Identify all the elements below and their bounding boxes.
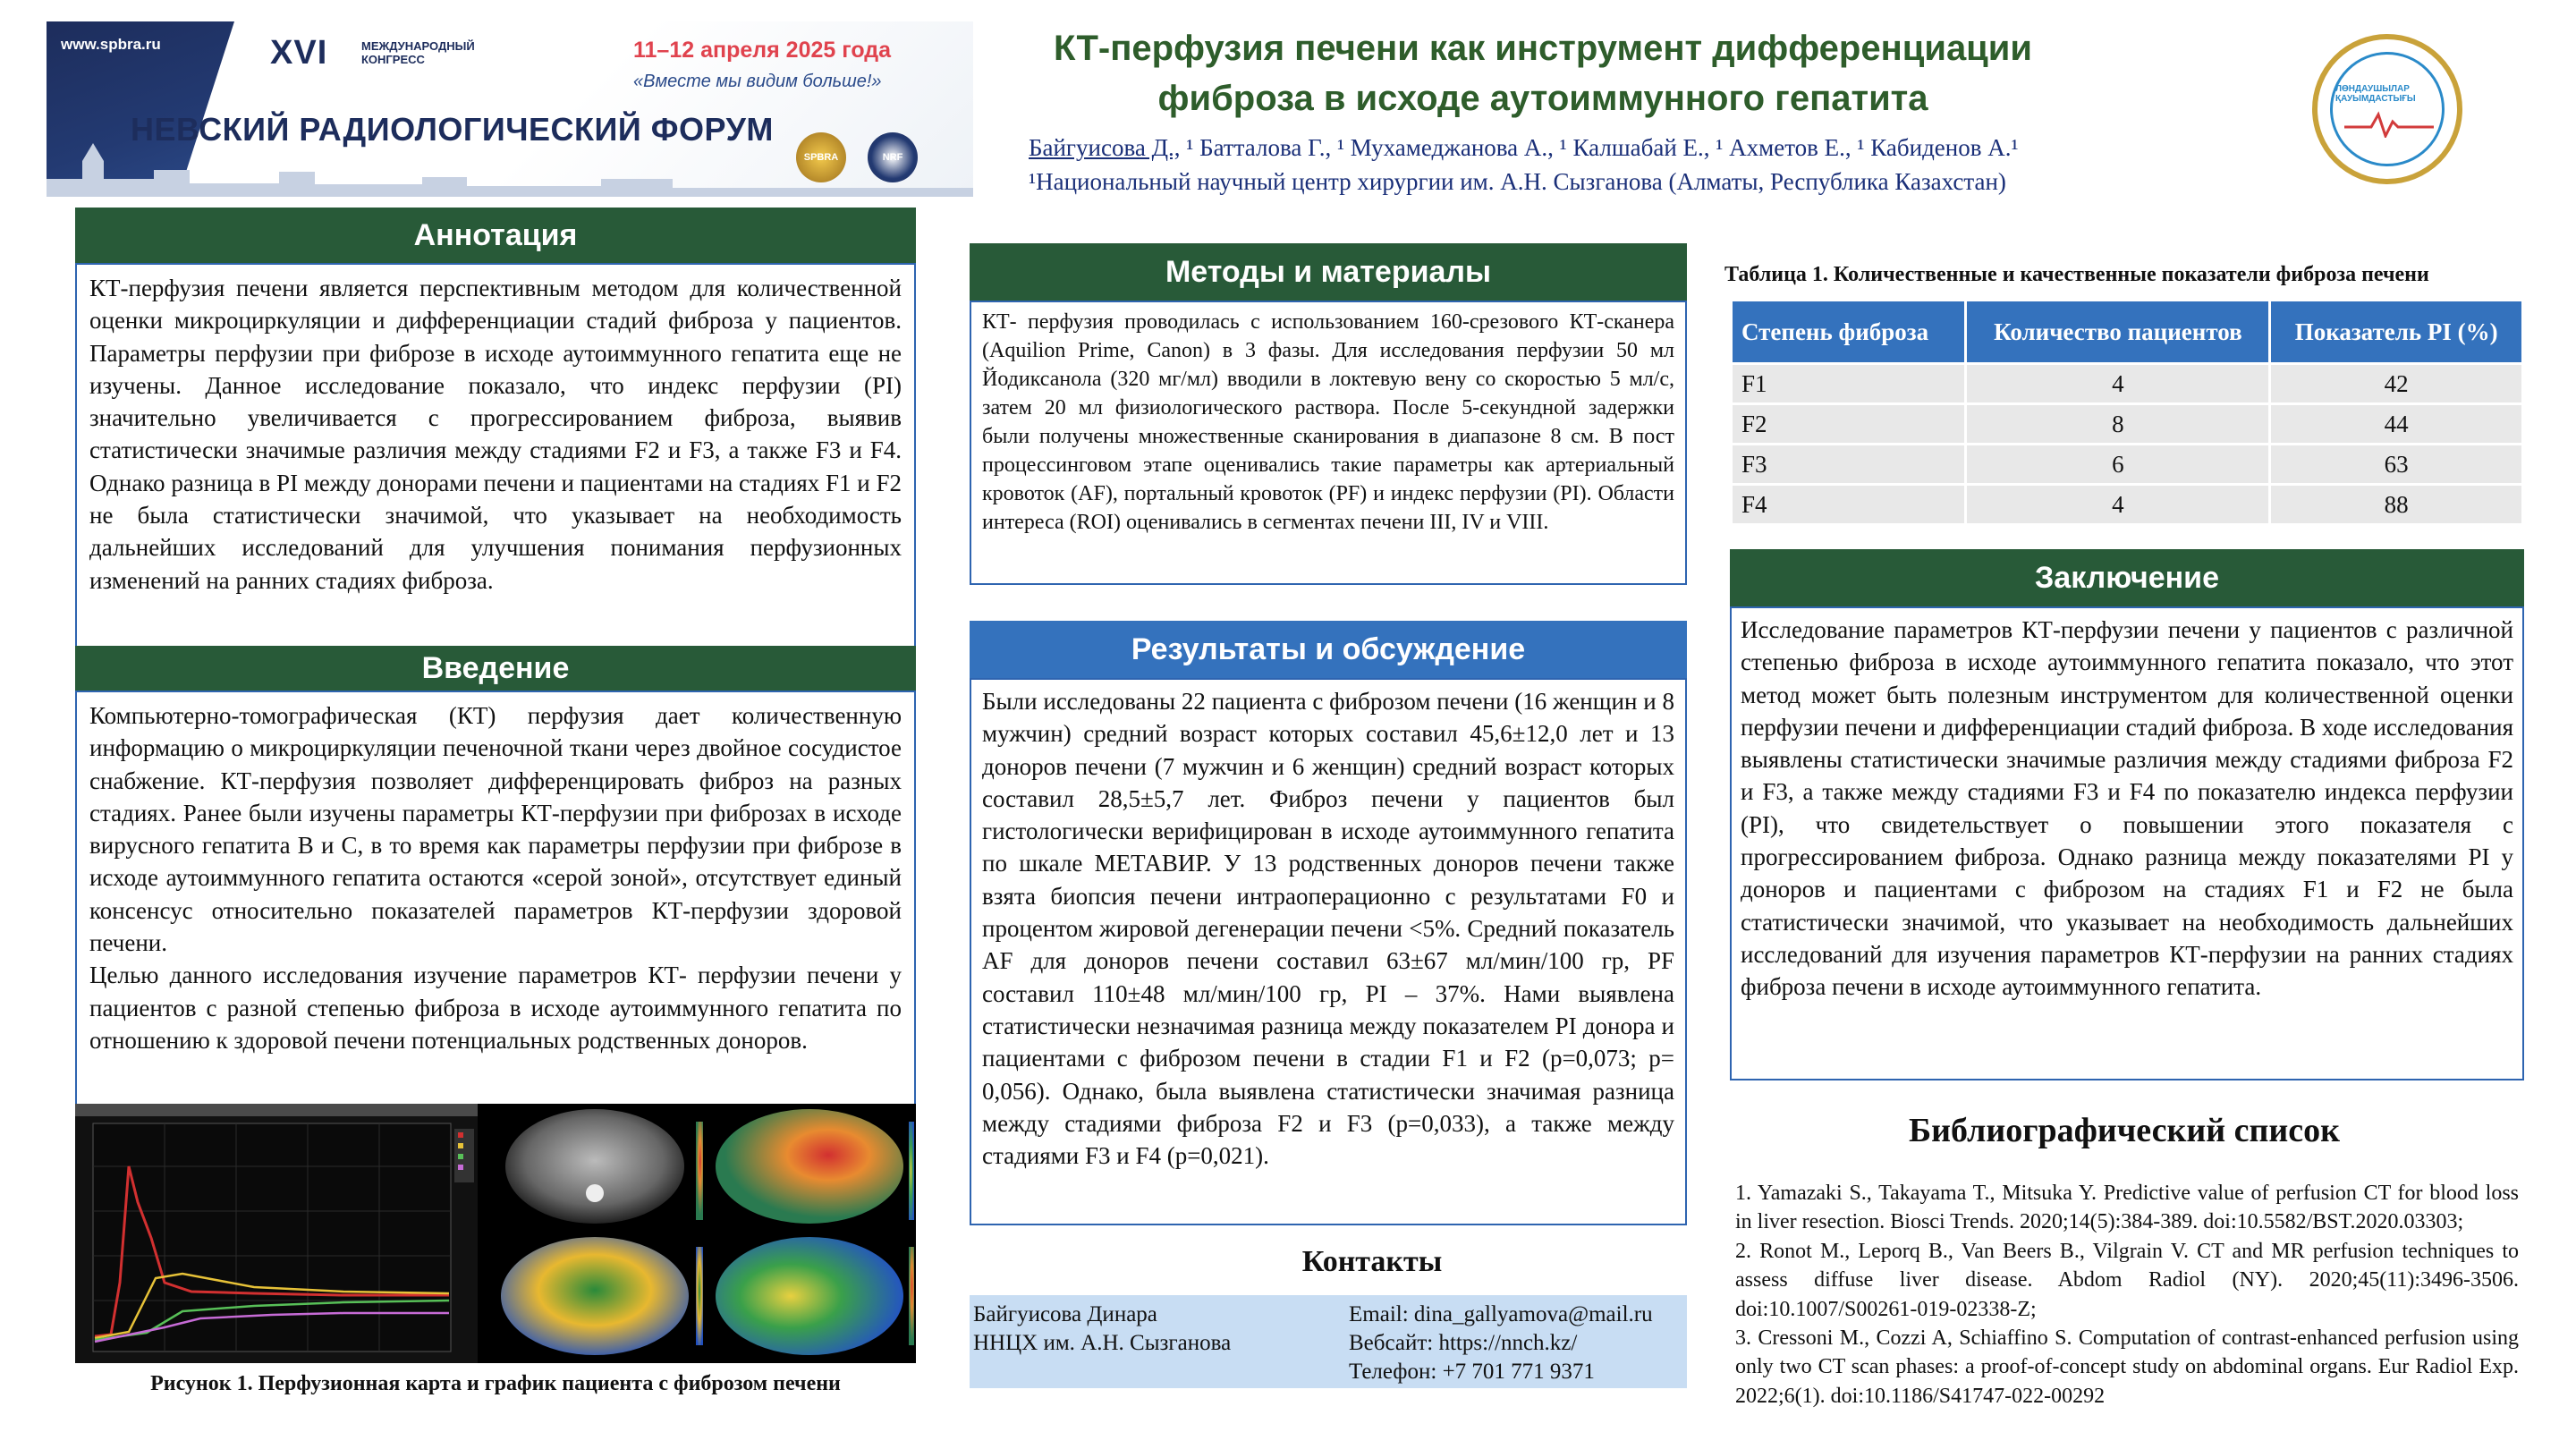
table-header-count: Количество пациентов xyxy=(1967,301,2268,362)
annotation-text: КТ-перфузия печени является перспективным методом для количественной оценки микроциркуляции и дифференциации стадий фиброза у пациентов. Параметры перфузии при фиброзе в исходе аутоиммунного гепатита еще не изучены. Данное исследование показало, что индекс перфузии (PI) значительно увеличивается с прогрессированием фиброза, выявив статистически значимые различия между стадиями F2 и F3, а также F3 и F4. Однако разница в PI между донорами печени и пациентами на стадиях F1 и F2 не была статистически значимой, что указывает на необходимость дальнейших исследований для улучшения понимания перфузионных изменений на ранних стадиях фиброза. xyxy=(89,275,902,594)
forum-medal-icon: SPBRA xyxy=(796,132,846,182)
table-row: F3 6 63 xyxy=(1733,445,2521,483)
methods-heading: Методы и материалы xyxy=(970,243,1687,301)
banner-forum-name: НЕВСКИЙ РАДИОЛОГИЧЕСКИЙ ФОРУМ xyxy=(131,111,774,148)
perfusion-figure xyxy=(75,1104,916,1363)
introduction-heading: Введение xyxy=(75,646,916,691)
contact-name: Байгуисова Динара xyxy=(973,1302,1157,1326)
table-row: F4 4 88 xyxy=(1733,486,2521,523)
reference-item: 2. Ronot M., Leporq B., Van Beers B., Vilgrain V. CT and MR perfusion techniques to assess diffuse liver disease. Abdom Radiol (NY). 2020;45(11):3496-3506. doi:10.1007/S00261-019-02338-Z; xyxy=(1735,1239,2519,1321)
contact-email[interactable]: Email: dina_gallyamova@mail.ru xyxy=(1349,1302,1653,1326)
poster-title: КТ-перфузия печени как инструмент дифференциации фиброза в исходе аутоиммунного гепатита xyxy=(1054,29,2032,118)
banner-dates: 11–12 апреля 2025 года xyxy=(633,38,892,63)
association-logo-icon: ЛӨНДАУШЫЛАР ҚАУЫМДАСТЫҒЫ xyxy=(2312,34,2462,184)
results-heading: Результаты и обсуждение xyxy=(970,621,1687,678)
affiliation: ¹Национальный научный центр хирургии им. А.Н. Сызганова (Алматы, Республика Казахстан) xyxy=(1029,168,2006,195)
contact-phone: Телефон: +7 701 771 9371 xyxy=(1349,1360,1595,1384)
introduction-paragraph-2: Целью данного исследования изучение параметров КТ- перфузии печени у пациентов с разной степенью фиброза в исходе аутоиммунного гепатита по отношению к здоровой печени потенциальных родственных доноров. xyxy=(89,962,902,1054)
time-density-curve-graph xyxy=(75,1104,478,1363)
conclusion-section xyxy=(1730,606,2524,1080)
contact-org: ННЦХ им. А.Н. Сызганова xyxy=(973,1331,1232,1355)
references-list xyxy=(1735,1179,2519,1411)
ct-perfusion-maps xyxy=(492,1104,916,1363)
banner-site: www.spbra.ru xyxy=(61,36,161,53)
other-authors: ¹ Батталова Г., ¹ Мухамеджанова А., ¹ Калшабай Е., ¹ Ахметов Е., ¹ Кабиденов А.¹ xyxy=(1180,134,2019,161)
table-header-pi: Показатель PI (%) xyxy=(2271,301,2521,362)
reference-item: 1. Yamazaki S., Takayama T., Mitsuka Y. Predictive value of perfusion CT for blood loss in liver resection. Biosci Trends. 2020;14(5):384-389. doi:10.5582/BST.2020.03303; xyxy=(1735,1182,2519,1234)
introduction-section xyxy=(75,691,916,1106)
table-row: F2 8 44 xyxy=(1733,405,2521,443)
fibrosis-table xyxy=(1730,299,2524,526)
conclusion-heading: Заключение xyxy=(1730,549,2524,606)
table-header-stage: Степень фиброза xyxy=(1733,301,1964,362)
authors xyxy=(1029,132,2156,163)
figure-caption: Рисунок 1. Перфузионная карта и график пациента с фиброзом печени xyxy=(150,1372,841,1395)
table-title: Таблица 1. Количественные и качественные показатели фиброза печени xyxy=(1724,263,2429,286)
annotation-heading: Аннотация xyxy=(75,208,916,263)
banner-congress-label: МЕЖДУНАРОДНЫЙ КОНГРЕСС xyxy=(361,39,475,66)
table-row: F1 4 42 xyxy=(1733,365,2521,402)
methods-section xyxy=(970,301,1687,585)
contacts-heading: Контакты xyxy=(1301,1245,1443,1278)
congress-banner xyxy=(47,21,973,197)
introduction-paragraph-1: Компьютерно-томографическая (КТ) перфузия дает количественную информацию о микроциркуляции печеночной ткани через двойное сосудистое снабжение. КТ-перфузия позволяет дифференцировать фиброз на разных стадиях. Ранее были изучены параметры КТ-перфузии при фиброзах в исходе вирусного гепатита B и C, в то время как параметры перфузии при фиброзе в исходе аутоиммунного гепатита остаются «серой зоной», отсутствует единый консенсус относительно показателей параметров КТ-перфузии здоровой печени. xyxy=(89,702,902,957)
banner-motto: «Вместе мы видим больше!» xyxy=(633,72,882,91)
results-section xyxy=(970,678,1687,1225)
conclusion-text: Исследование параметров КТ-перфузии печени у пациентов с различной степенью фиброза в исходе аутоиммунного гепатита показало, что этот метод может быть полезным инструментом для количественной оценки перфузии печени и дифференциации стадий фиброза. В ходе исследования выявлены статистически значимые различия между стадиями фиброза F2 и F3, а также между стадиями F3 и F4 по показателю индекса перфузии (PI), что свидетельствует о повышении этого показателя с прогрессированием фиброза. Однако разница между показателями PI у доноров и пациентами с фиброзом на стадиях F1 и F2 не была статистически значимой, что указывает на необходимость дальнейших исследований для изучения параметров КТ-перфузии на ранних стадиях фиброза печени в исходе аутоиммунного гепатита. xyxy=(1741,616,2513,1001)
methods-text: КТ- перфузия проводилась с использованием 160-срезового КТ-сканера (Aquilion Prime, Canon) в 3 фазы. Для исследования перфузии 50 мл Йодиксанола (320 мг/мл) вводили в локтевую вену со скоростью 5 мл/с, затем 20 мл физиологического раствора. После 5-секундной задержки были получены множественные сканирования в диапазоне 8 см. В пост процессинговом этапе оценивались такие параметры как артериальный кровоток (AF), портальный кровоток (PF) и индекс перфузии (PI). Области интереса (ROI) оценивались в сегментах печени III, IV и VIII. xyxy=(982,310,1674,534)
results-text: Были исследованы 22 пациента с фиброзом печени (16 женщин и 8 мужчин) средний возраст которых составил 45,6±12,0 лет и 13 доноров печени (7 мужчин и 6 женщин) средний возраст которых составил 28,5±5,7 лет. Фиброз печени у пациентов был гистологически верифицирован в исходе аутоиммунного гепатита по шкале МЕТАВИР. У 13 родственных доноров печени также взята биопсия печени интраоперационно с результатами F0 и процентом жировой дегенерации печени <5%. Средний показатель AF для доноров печени составил 63±67 мл/мин/100 гр, PF составил 110±48 мл/мин/100 гр, PI – 37%. Нами выявлена статистически незначимая разница между показателем PI донора и пациентами с фиброзом печени в стадии F1 и F2 (p=0,073; p= 0,056). Однако, была выявлена статистически значимая разница между стадиями фиброза F2 и F3 (p=0,033), а также между стадиями F3 и F4 (p=0,021). xyxy=(982,688,1674,1170)
contacts-block xyxy=(970,1295,1687,1388)
first-author: Байгуисова Д., xyxy=(1029,134,1181,161)
contact-website[interactable]: Вебсайт: https://nnch.kz/ xyxy=(1349,1331,1578,1355)
annotation-section xyxy=(75,263,916,648)
banner-congress-number: XVI xyxy=(270,34,328,72)
references-heading: Библиографический список xyxy=(1908,1112,2341,1149)
reference-item: 3. Cressoni M., Cozzi A, Schiaffino S. Computation of contrast-enhanced perfusion using only two CT scan phases: a proof-of-concept study on abdominal organs. Eur Radiol Exp. 2022;6(1). doi:10.1186/S41747-022-00292 xyxy=(1735,1326,2519,1408)
nrf-medal-icon: NRF xyxy=(868,132,918,182)
